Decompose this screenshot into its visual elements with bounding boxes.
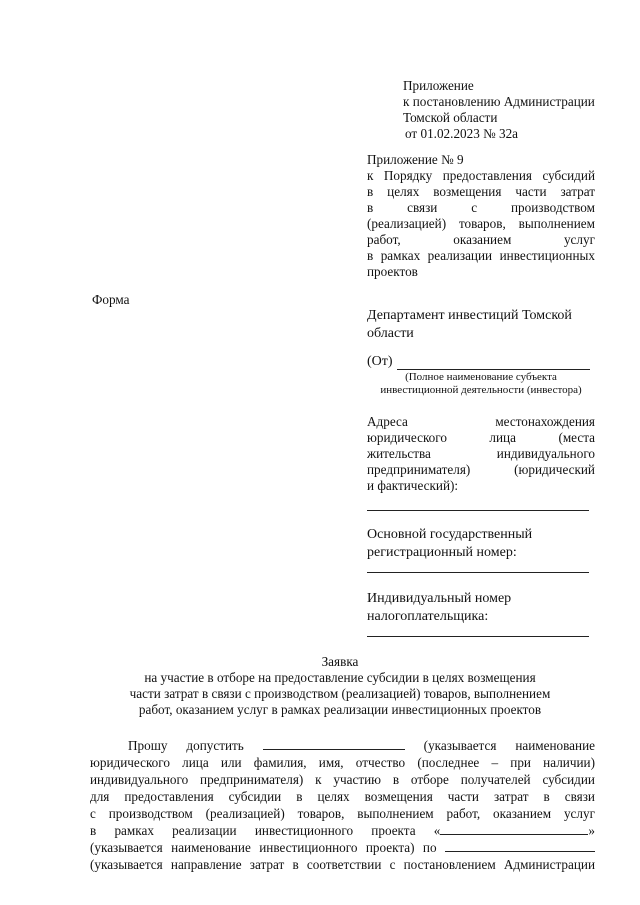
address-line: юридического лица (места (367, 430, 595, 445)
appendix-9-line: в связи с производством (367, 200, 595, 215)
appendix-9-line: в рамках реализации инвестиционных (367, 248, 595, 263)
application-subtitle: части затрат в связи с производством (реализацией) товаров, выполнением (129, 686, 551, 701)
appendix-label: Приложение (403, 78, 474, 93)
from-input-line[interactable] (397, 369, 590, 370)
body-line: юридического лица или фамилия, имя, отчество (последнее – при наличии) (90, 755, 595, 770)
body-text: » (588, 823, 595, 838)
address-block (367, 414, 595, 494)
applicant-name-field[interactable] (263, 737, 405, 750)
address-input-line[interactable] (367, 510, 589, 511)
inn-block (367, 590, 511, 626)
body-text: (указывается наименование инвестиционного проекта) по (90, 840, 437, 855)
inn-line: Индивидуальный номер (367, 591, 512, 606)
appendix-9-line: к Порядку предоставления субсидий (367, 168, 595, 183)
body-line-1 (90, 737, 595, 754)
body-line-6 (90, 822, 595, 839)
appendix-9-block (367, 152, 595, 280)
application-subtitle: на участие в отборе на предоставление субсидии в целях возмещения (144, 670, 536, 685)
addressee-line: области (367, 326, 414, 341)
inn-input-line[interactable] (367, 636, 589, 637)
appendix-9-line: (реализацией) товаров, выполнением (367, 216, 595, 231)
body-text: в рамках реализации инвестиционного проекта « (90, 823, 441, 838)
appendix-date: от 01.02.2023 № 32а (405, 126, 519, 141)
from-hint (372, 371, 590, 397)
address-line: Адреса местонахождения (367, 414, 595, 429)
appendix-9-line: проектов (367, 264, 418, 279)
application-heading (60, 654, 620, 718)
application-body (90, 737, 595, 873)
ogrn-input-line[interactable] (367, 572, 589, 573)
expense-direction-field[interactable] (445, 839, 595, 852)
ogrn-line: Основной государственный (367, 527, 533, 542)
appendix-9-line: в целях возмещения части затрат (367, 184, 595, 199)
ogrn-block (367, 526, 532, 562)
addressee (367, 307, 572, 343)
body-text: Прошу допустить (128, 738, 244, 753)
body-line: (указывается направление затрат в соответствии с постановлением Администрации (90, 857, 595, 872)
appendix-9-title: Приложение № 9 (367, 152, 464, 167)
from-hint-line: инвестиционной деятельности (инвестора) (380, 384, 582, 396)
application-subtitle: работ, оказанием услуг в рамках реализации инвестиционных проектов (138, 702, 542, 717)
project-name-field[interactable] (440, 822, 588, 835)
inn-line: налогоплательщика: (367, 609, 489, 624)
address-line: предпринимателя) (юридический (367, 462, 595, 477)
form-label: Форма (92, 292, 130, 307)
from-label: (От) (367, 354, 393, 369)
ogrn-line: регистрационный номер: (367, 545, 517, 560)
body-line-7 (90, 839, 595, 856)
addressee-line: Департамент инвестиций Томской (367, 308, 572, 323)
from-hint-line: (Полное наименование субъекта (405, 371, 557, 383)
address-line: и фактический): (367, 478, 459, 493)
address-line: жительства индивидуального (367, 446, 595, 461)
body-text: (указывается наименование (423, 738, 596, 753)
body-line: индивидуального предпринимателя) к участию в отборе получателей субсидии (90, 772, 595, 787)
appendix-resolution: к постановлению Администрации (403, 94, 595, 109)
appendix-region: Томской области (403, 110, 498, 125)
appendix-9-line: работ, оказанием услуг (367, 232, 595, 247)
body-line: для предоставления субсидии в целях возмещения части затрат в связи (90, 789, 595, 804)
body-line: с производством (реализацией) товаров, выполнением работ, оказанием услуг (90, 806, 595, 821)
application-title: Заявка (321, 654, 359, 669)
appendix-reference (403, 78, 595, 142)
